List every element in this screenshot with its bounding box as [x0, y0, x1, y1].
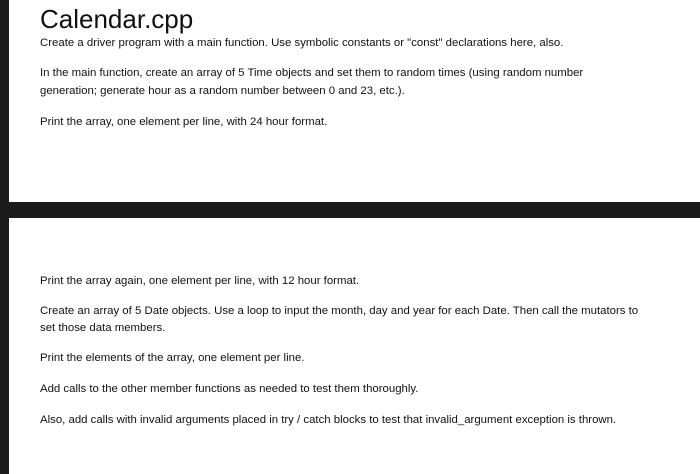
- paragraph-date-array-line1: Create an array of 5 Date objects. Use a loop to input the month, day and year for each Date. Then call the mutators to: [40, 305, 639, 317]
- paragraph-date-array-line2: set those data members.: [40, 322, 166, 334]
- paragraph-time-array-line2: generation; generate hour as a random number between 0 and 23, etc.).: [40, 85, 405, 97]
- bottom-page-panel: [9, 218, 700, 474]
- paragraph-member-functions: Add calls to the other member functions as needed to test them thoroughly.: [40, 383, 419, 395]
- left-dark-border: [0, 0, 9, 474]
- paragraph-driver-program: Create a driver program with a main function. Use symbolic constants or "const" declarations here, also.: [40, 37, 564, 49]
- paragraph-time-array-line1: In the main function, create an array of 5 Time objects and set them to random times (using random number: [40, 67, 584, 79]
- paragraph-print-24-hour: Print the array, one element per line, with 24 hour format.: [40, 116, 328, 128]
- paragraph-print-elements: Print the elements of the array, one element per line.: [40, 352, 305, 364]
- document-title: Calendar.cpp: [40, 4, 194, 34]
- top-page-panel: [9, 0, 700, 202]
- paragraph-invalid-arguments: Also, add calls with invalid arguments placed in try / catch blocks to test that invalid_argument exception is thrown.: [40, 414, 617, 426]
- paragraph-print-12-hour: Print the array again, one element per line, with 12 hour format.: [40, 275, 360, 287]
